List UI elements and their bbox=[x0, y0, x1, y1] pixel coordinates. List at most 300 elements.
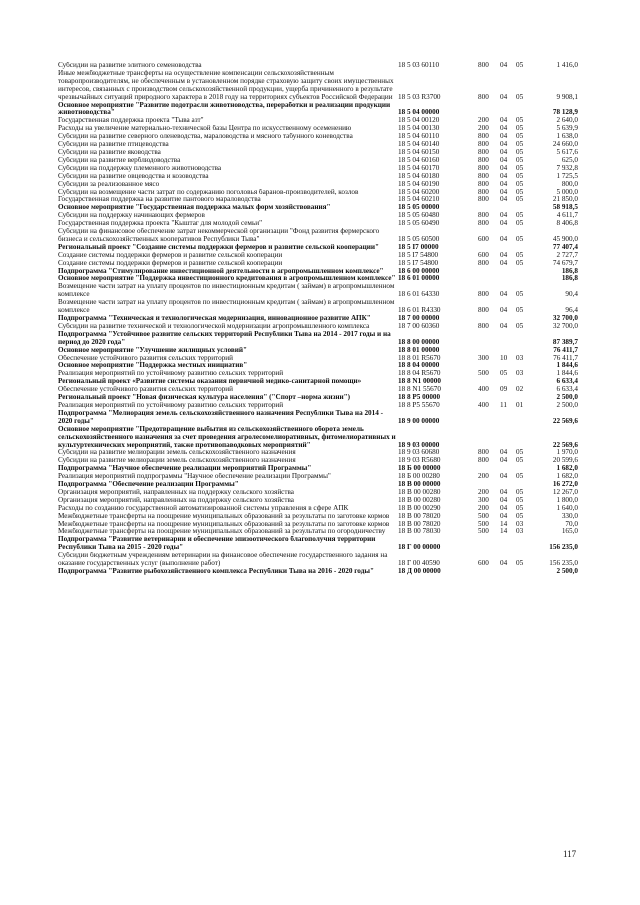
table-row bbox=[58, 283, 578, 299]
row-expense-type bbox=[478, 568, 500, 576]
row-expense-type: 800 bbox=[478, 220, 489, 228]
table-row bbox=[58, 102, 578, 118]
row-amount: 5 000,0 bbox=[556, 188, 578, 196]
row-code: 18 5 04 00000 bbox=[398, 108, 440, 117]
table-row bbox=[58, 149, 578, 157]
row-section: 04 bbox=[500, 180, 508, 188]
row-subsection: 05 bbox=[516, 290, 524, 299]
row-amount: 1 640,0 bbox=[556, 504, 578, 512]
row-amount: 5 639,9 bbox=[556, 125, 578, 133]
row-name: Субсидии на развитие верблюдоводства bbox=[58, 156, 181, 164]
row-section bbox=[500, 268, 516, 276]
row-expense-type: 800 bbox=[478, 290, 489, 299]
row-amount: 76 411,7 bbox=[553, 346, 578, 354]
row-code: 18 В 00 00280 bbox=[398, 496, 441, 504]
row-code: 18 5 03 R3700 bbox=[398, 92, 441, 101]
row-subsection: 05 bbox=[516, 196, 524, 204]
row-subsection bbox=[516, 244, 536, 252]
row-name: Межбюджетные трансферты на поощрение муниципальных образований за результаты по заготовке кормов bbox=[58, 512, 390, 520]
row-code: 18 Д 00 00000 bbox=[398, 568, 441, 575]
row-code: 18 6 00 00000 bbox=[398, 267, 440, 275]
row-subsection: 05 bbox=[516, 496, 524, 504]
row-subsection bbox=[516, 315, 536, 323]
row-amount: 1 638,0 bbox=[556, 133, 578, 141]
row-code: 18 9 03 60680 bbox=[398, 449, 440, 457]
row-subsection bbox=[516, 275, 536, 283]
row-amount: 32 700,0 bbox=[552, 315, 578, 322]
row-amount: 2 500,0 bbox=[556, 568, 578, 575]
row-expense-type bbox=[478, 410, 500, 426]
row-section: 04 bbox=[500, 220, 508, 228]
row-subsection: 03 bbox=[516, 354, 524, 362]
row-expense-type: 500 bbox=[478, 528, 489, 536]
row-section: 04 bbox=[500, 322, 508, 330]
row-subsection: 05 bbox=[516, 220, 524, 228]
row-code: 18 В 00 78030 bbox=[398, 528, 441, 536]
row-amount: 800,0 bbox=[561, 180, 578, 188]
row-expense-type bbox=[478, 465, 500, 473]
row-amount: 2 500,0 bbox=[556, 401, 578, 409]
row-expense-type: 800 bbox=[478, 148, 489, 156]
table-row bbox=[58, 386, 578, 394]
row-name: Реализация мероприятий по устойчивому развитию сельских территорий bbox=[58, 370, 284, 378]
row-expense-type: 200 bbox=[478, 504, 489, 512]
row-amount: 1 970,0 bbox=[556, 449, 578, 457]
row-amount: 78 128,9 bbox=[552, 108, 578, 117]
row-expense-type: 800 bbox=[478, 156, 489, 164]
row-section: 04 bbox=[500, 148, 508, 156]
row-subsection: 05 bbox=[516, 457, 524, 465]
row-expense-type bbox=[478, 244, 500, 252]
row-expense-type: 600 bbox=[478, 234, 489, 243]
row-subsection: 05 bbox=[516, 322, 524, 330]
row-subsection bbox=[516, 268, 536, 276]
row-expense-type bbox=[478, 536, 500, 552]
row-section: 04 bbox=[500, 559, 508, 568]
row-subsection: 05 bbox=[516, 62, 524, 69]
row-section bbox=[500, 315, 516, 323]
row-amount: 186,8 bbox=[561, 267, 578, 275]
row-subsection bbox=[516, 362, 536, 370]
table-row bbox=[58, 355, 578, 363]
row-name: Иные межбюджетные трансферты на осуществление компенсации сельскохозяйственным товаропроизводителям, не обеспеченным в установленном порядке страховую защиту своих имущественных интересов, связанных с производством сельскохозяйственной продукции, ущерба причиненного в результате чрезвычайных ситуаций природного характера в 2018 году на территориях субъектов Российской Федерации bbox=[58, 69, 394, 101]
row-name: Региональный проект «Развитие системы оказания первичной медико-санитарной помощи» bbox=[58, 378, 362, 386]
row-section: 11 bbox=[500, 401, 507, 409]
row-subsection: 05 bbox=[516, 164, 524, 172]
row-name: Организация мероприятий, направленных на поддержку сельского хозяйства bbox=[58, 496, 294, 504]
table-row bbox=[58, 473, 578, 481]
row-code: 18 8 N1 00000 bbox=[398, 378, 441, 386]
row-expense-type bbox=[478, 315, 500, 323]
table-row bbox=[58, 275, 578, 283]
row-amount: 2 500,0 bbox=[556, 394, 578, 402]
table-row bbox=[58, 513, 578, 521]
table-row bbox=[58, 402, 578, 410]
row-code: 18 6 01 64330 bbox=[398, 290, 440, 299]
table-row bbox=[58, 394, 578, 402]
row-name: Реализация мероприятий по устойчивому развитию сельских территорий bbox=[58, 401, 284, 409]
row-expense-type bbox=[478, 204, 500, 212]
row-expense-type: 800 bbox=[478, 164, 489, 172]
row-subsection bbox=[516, 331, 536, 347]
row-subsection: 05 bbox=[516, 125, 524, 133]
row-expense-type bbox=[478, 426, 500, 450]
row-section: 14 bbox=[500, 520, 508, 528]
table-row bbox=[58, 70, 578, 102]
row-section: 05 bbox=[500, 370, 508, 378]
row-expense-type: 600 bbox=[478, 559, 489, 568]
row-amount: 156 235,0 bbox=[549, 543, 578, 552]
table-row bbox=[58, 212, 578, 220]
row-code: 18 8 04 00000 bbox=[398, 362, 440, 370]
row-section: 04 bbox=[500, 512, 508, 520]
row-amount: 1 682,0 bbox=[556, 465, 578, 473]
row-expense-type: 300 bbox=[478, 496, 489, 504]
row-section: 04 bbox=[500, 251, 508, 259]
row-name: Расходы по созданию государственной автоматизированной системы управления в сфере АПК bbox=[58, 504, 349, 512]
table-row bbox=[58, 489, 578, 497]
row-code: 18 8 P5 00000 bbox=[398, 394, 441, 402]
row-section: 04 bbox=[500, 306, 508, 315]
row-amount: 330,0 bbox=[561, 512, 578, 520]
row-section bbox=[500, 410, 516, 426]
row-amount: 625,0 bbox=[561, 156, 578, 164]
row-name: Субсидии на развитие мелиорации земель сельскохозяйственного назначения bbox=[58, 449, 296, 457]
row-subsection: 03 bbox=[516, 370, 524, 378]
row-subsection: 05 bbox=[516, 188, 524, 196]
table-row bbox=[58, 181, 578, 189]
row-section bbox=[500, 426, 516, 450]
row-amount: 165,0 bbox=[561, 528, 578, 536]
row-code: 18 5 04 60200 bbox=[398, 188, 440, 196]
row-subsection: 01 bbox=[516, 401, 524, 409]
row-section: 04 bbox=[500, 473, 508, 481]
row-amount: 90,4 bbox=[565, 290, 578, 299]
row-expense-type: 800 bbox=[478, 92, 489, 101]
row-amount: 1 416,0 bbox=[556, 62, 578, 69]
row-amount: 1 682,0 bbox=[556, 473, 578, 481]
row-section bbox=[500, 275, 516, 283]
row-code: 18 5 I7 54800 bbox=[398, 259, 439, 267]
row-code: 18 6 01 R4330 bbox=[398, 306, 441, 315]
row-amount: 2 640,0 bbox=[556, 117, 578, 125]
row-subsection bbox=[516, 102, 536, 118]
row-code: 18 5 04 60210 bbox=[398, 196, 440, 204]
row-amount: 32 700,0 bbox=[552, 322, 578, 330]
row-name: Подпрограмма "Устойчивое развитие сельских территорий Республики Тыва на 2014 - 2017 годы и на период до 2020 года" bbox=[58, 330, 391, 346]
row-name: Субсидии на развитие северного оленеводства, мараловодства и мясного табунного коневодства bbox=[58, 133, 353, 141]
row-code: 18 5 04 60190 bbox=[398, 180, 440, 188]
row-expense-type: 500 bbox=[478, 520, 489, 528]
row-amount: 58 918,5 bbox=[552, 204, 578, 212]
row-amount: 1 725,5 bbox=[556, 172, 578, 180]
row-code: 18 8 P5 55670 bbox=[398, 401, 440, 409]
row-name: Основное мероприятие "Улучшение жилищных условий" bbox=[58, 346, 248, 354]
row-name: Региональный проект "Создание системы поддержки фермеров и развитие сельской кооперации" bbox=[58, 243, 380, 251]
row-name: Субсидии за реализованное мясо bbox=[58, 180, 160, 188]
row-code: 18 8 01 R5670 bbox=[398, 354, 441, 362]
row-amount: 20 599,6 bbox=[552, 457, 578, 465]
table-row bbox=[58, 331, 578, 347]
row-subsection: 05 bbox=[516, 117, 524, 125]
row-expense-type: 200 bbox=[478, 488, 489, 496]
row-code: 18 В 00 78020 bbox=[398, 520, 441, 528]
row-amount: 70,0 bbox=[565, 520, 578, 528]
table-row bbox=[58, 347, 578, 355]
row-name: Государственная поддержка проекта "Тыва азт" bbox=[58, 117, 204, 125]
row-amount: 6 633,4 bbox=[556, 378, 578, 386]
table-row bbox=[58, 141, 578, 149]
row-name: Организация мероприятий, направленных на поддержку сельского хозяйства bbox=[58, 488, 294, 496]
row-section bbox=[500, 204, 516, 212]
table-row bbox=[58, 157, 578, 165]
table-row bbox=[58, 125, 578, 133]
table-row bbox=[58, 315, 578, 323]
row-section: 04 bbox=[500, 488, 508, 496]
row-section: 04 bbox=[500, 172, 508, 180]
row-name: Субсидии на развитие технической и технологической модернизации агропромышленного комплекса bbox=[58, 322, 370, 330]
row-subsection: 02 bbox=[516, 386, 524, 394]
table-row bbox=[58, 189, 578, 197]
row-section: 14 bbox=[500, 528, 508, 536]
row-subsection: 05 bbox=[516, 172, 524, 180]
row-expense-type bbox=[478, 481, 500, 489]
row-name: Межбюджетные трансферты на поощрение муниципальных образований за результаты по огородничеству bbox=[58, 528, 386, 536]
row-expense-type: 800 bbox=[478, 141, 489, 149]
row-section bbox=[500, 331, 516, 347]
row-expense-type: 800 bbox=[478, 188, 489, 196]
row-subsection: 05 bbox=[516, 148, 524, 156]
table-row bbox=[58, 268, 578, 276]
row-subsection bbox=[516, 378, 536, 386]
row-subsection bbox=[516, 481, 536, 489]
budget-table-body bbox=[58, 62, 578, 576]
row-name: Межбюджетные трансферты на поощрение муниципальных образований за результаты по заготовке кормов bbox=[58, 520, 390, 528]
table-row bbox=[58, 196, 578, 204]
row-code: 18 Б 00 00280 bbox=[398, 473, 440, 481]
row-code: 18 8 N1 55670 bbox=[398, 386, 441, 394]
table-row bbox=[58, 165, 578, 173]
row-section: 04 bbox=[500, 156, 508, 164]
row-code: 18 5 04 60160 bbox=[398, 156, 440, 164]
row-code: 18 6 01 00000 bbox=[398, 275, 440, 283]
row-section: 04 bbox=[500, 188, 508, 196]
row-expense-type: 300 bbox=[478, 354, 489, 362]
row-section: 04 bbox=[500, 290, 508, 299]
table-row bbox=[58, 536, 578, 552]
row-expense-type: 800 bbox=[478, 62, 489, 69]
row-subsection bbox=[516, 568, 536, 576]
row-subsection: 05 bbox=[516, 234, 524, 243]
row-section: 04 bbox=[500, 504, 508, 512]
row-subsection: 05 bbox=[516, 212, 524, 220]
row-subsection: 05 bbox=[516, 559, 524, 568]
row-name: Субсидии на возмещение части затрат по содержанию поголовья баранов-производителей, козлов bbox=[58, 188, 359, 196]
row-name: Субсидии на развитие птицеводства bbox=[58, 141, 169, 149]
row-section bbox=[500, 244, 516, 252]
row-amount: 45 900,0 bbox=[552, 234, 578, 243]
row-expense-type: 800 bbox=[478, 306, 489, 315]
row-name: Субсидии на развитие мелиорации земель сельскохозяйственного назначения bbox=[58, 457, 296, 465]
row-code: 18 В 00 00290 bbox=[398, 504, 441, 512]
page-number: 117 bbox=[563, 849, 577, 859]
row-section: 04 bbox=[500, 449, 508, 457]
row-name: Подпрограмма "Стимулирование инвестиционной деятельности в агропромышленном комплексе" bbox=[58, 267, 384, 275]
row-name: Субсидии бюджетным учреждениям ветеринарии на финансовое обеспечение государственного задания на оказание государственных услуг (выполнение работ) bbox=[58, 552, 388, 568]
row-amount: 6 633,4 bbox=[556, 386, 578, 394]
row-section: 04 bbox=[500, 125, 508, 133]
row-amount: 76 411,7 bbox=[553, 354, 578, 362]
table-row bbox=[58, 528, 578, 536]
row-amount: 24 660,0 bbox=[552, 141, 578, 149]
row-name: Подпрограмма "Развитие ветеринарии и обеспечение эпизоотического благополучия территории Республики Тыва на 2015 - 2020 годы" bbox=[58, 536, 376, 552]
row-expense-type: 800 bbox=[478, 457, 489, 465]
row-name: Субсидии на финансовое обеспечение затрат некоммерческой организации "Фонд развития фермерского бизнеса и сельскохозяйственных кооперативов Республики Тыва" bbox=[58, 228, 380, 243]
row-section bbox=[500, 347, 516, 355]
row-subsection: 03 bbox=[516, 520, 524, 528]
row-expense-type: 500 bbox=[478, 512, 489, 520]
row-section: 04 bbox=[500, 62, 508, 69]
row-section bbox=[500, 394, 516, 402]
row-section bbox=[500, 378, 516, 386]
row-subsection: 05 bbox=[516, 251, 524, 259]
table-row bbox=[58, 552, 578, 568]
row-name: Основное мероприятие "Поддержка местных инициатив" bbox=[58, 362, 248, 370]
row-section: 04 bbox=[500, 212, 508, 220]
row-section: 04 bbox=[500, 141, 508, 149]
row-code: 18 5 I7 00000 bbox=[398, 243, 439, 251]
budget-table bbox=[58, 62, 578, 576]
row-name: Подпрограмма "Развитие рыбохозяйственного комплекса Республики Тыва на 2016 - 2020 годы" bbox=[58, 568, 374, 575]
row-subsection: 05 bbox=[516, 92, 524, 101]
row-amount: 5 617,6 bbox=[556, 148, 578, 156]
row-section bbox=[500, 465, 516, 473]
table-row bbox=[58, 299, 578, 315]
row-code: 18 Г 00 40590 bbox=[398, 559, 440, 568]
row-expense-type: 800 bbox=[478, 172, 489, 180]
row-name: Субсидии на поддержку племенного животноводства bbox=[58, 164, 222, 172]
table-row bbox=[58, 410, 578, 426]
row-expense-type: 200 bbox=[478, 473, 489, 481]
row-name: Государственная поддержка на развитие пантового мараловодства bbox=[58, 196, 261, 204]
table-row bbox=[58, 362, 578, 370]
row-code: 18 В 00 00280 bbox=[398, 488, 441, 496]
row-name: Субсидии на развитие яководства bbox=[58, 148, 161, 156]
row-expense-type bbox=[478, 331, 500, 347]
row-section: 04 bbox=[500, 259, 508, 267]
table-row bbox=[58, 204, 578, 212]
row-amount: 16 272,0 bbox=[552, 481, 578, 489]
table-row bbox=[58, 505, 578, 513]
row-code: 18 5 04 60180 bbox=[398, 172, 440, 180]
row-subsection: 05 bbox=[516, 306, 524, 315]
row-code: 18 9 00 00000 bbox=[398, 416, 440, 425]
row-code: 18 5 04 60140 bbox=[398, 141, 440, 149]
row-code: 18 5 04 00120 bbox=[398, 117, 440, 125]
table-row bbox=[58, 568, 578, 576]
row-subsection bbox=[516, 347, 536, 355]
row-expense-type bbox=[478, 268, 500, 276]
row-expense-type: 800 bbox=[478, 196, 489, 204]
row-section: 04 bbox=[500, 496, 508, 504]
row-code: 18 5 05 00000 bbox=[398, 204, 440, 212]
row-subsection: 05 bbox=[516, 473, 524, 481]
row-amount: 9 908,1 bbox=[556, 92, 578, 101]
row-expense-type: 800 bbox=[478, 180, 489, 188]
row-amount: 77 407,4 bbox=[552, 243, 578, 251]
row-section: 04 bbox=[500, 92, 508, 101]
row-subsection bbox=[516, 536, 536, 552]
row-subsection bbox=[516, 465, 536, 473]
row-name: Основное мероприятие "Предотвращение выбытия из сельскохозяйственного оборота земель сельскохозяйственного назначения за счет проведения агролесомелиоративных, фитомелиоративных и культуртехнических мероприятий, также противопаводковых мероприятий" bbox=[58, 425, 396, 449]
row-expense-type bbox=[478, 378, 500, 386]
row-amount: 12 267,0 bbox=[552, 488, 578, 496]
row-name: Создание системы поддержки фермеров и развитие сельской кооперации bbox=[58, 251, 283, 259]
row-subsection: 05 bbox=[516, 259, 524, 267]
row-code: 18 5 05 60500 bbox=[398, 234, 440, 243]
row-section bbox=[500, 362, 516, 370]
table-row bbox=[58, 244, 578, 252]
row-subsection: 05 bbox=[516, 449, 524, 457]
row-code: 18 5 04 60170 bbox=[398, 164, 440, 172]
row-code: 18 В 00 00000 bbox=[398, 481, 441, 489]
row-section bbox=[500, 481, 516, 489]
row-code: 18 5 04 00130 bbox=[398, 125, 440, 133]
row-subsection: 03 bbox=[516, 528, 524, 536]
row-name: Субсидии на развитие элитного семеноводства bbox=[58, 62, 202, 69]
row-code: 18 7 00 00000 bbox=[398, 315, 440, 322]
table-row bbox=[58, 465, 578, 473]
table-row bbox=[58, 62, 578, 70]
row-code: 18 Б 00 00000 bbox=[398, 465, 441, 473]
row-expense-type: 400 bbox=[478, 401, 489, 409]
row-name: Субсидии на развитие овцеводства и козоводства bbox=[58, 172, 209, 180]
table-row bbox=[58, 521, 578, 529]
row-name: Создание системы поддержки фермеров и развитие сельской кооперации bbox=[58, 259, 283, 267]
row-section: 04 bbox=[500, 457, 508, 465]
row-expense-type bbox=[478, 275, 500, 283]
row-name: Основное мероприятие "Поддержка инвестиционного кредитования в агропромышленном комплексе" bbox=[58, 275, 396, 283]
row-name: Подпрограмма "Техническая и технологическая модернизация, инновационное развитие АПК" bbox=[58, 315, 371, 322]
row-section bbox=[500, 568, 516, 576]
row-section: 04 bbox=[500, 117, 508, 125]
row-section: 04 bbox=[500, 234, 508, 243]
row-expense-type: 800 bbox=[478, 322, 489, 330]
row-name: Основное мероприятие "Государственная поддержка малых форм хозяйствования" bbox=[58, 204, 331, 212]
row-code: 18 5 03 60110 bbox=[398, 62, 440, 69]
row-section bbox=[500, 102, 516, 118]
row-expense-type: 800 bbox=[478, 449, 489, 457]
row-amount: 21 850,0 bbox=[552, 196, 578, 204]
row-subsection: 05 bbox=[516, 156, 524, 164]
row-code: 18 9 03 00000 bbox=[398, 440, 440, 449]
table-row bbox=[58, 457, 578, 465]
row-code: 18 8 04 R5670 bbox=[398, 370, 441, 378]
row-amount: 96,4 bbox=[565, 306, 578, 315]
table-row bbox=[58, 252, 578, 260]
row-code: 18 7 00 60360 bbox=[398, 322, 440, 330]
row-expense-type bbox=[478, 102, 500, 118]
row-amount: 2 727,7 bbox=[556, 251, 578, 259]
row-amount: 156 235,0 bbox=[549, 559, 578, 568]
row-name: Субсидии на поддержку начинающих фермеров bbox=[58, 212, 205, 220]
row-name: Обеспечение устойчивого развития сельских территорий bbox=[58, 354, 233, 362]
row-section: 04 bbox=[500, 164, 508, 172]
row-amount: 4 611,7 bbox=[556, 212, 578, 220]
row-name: Государственная поддержка проекта "Кыштаг для молодой семьи" bbox=[58, 220, 263, 228]
row-amount: 1 800,0 bbox=[556, 496, 578, 504]
row-expense-type bbox=[478, 362, 500, 370]
